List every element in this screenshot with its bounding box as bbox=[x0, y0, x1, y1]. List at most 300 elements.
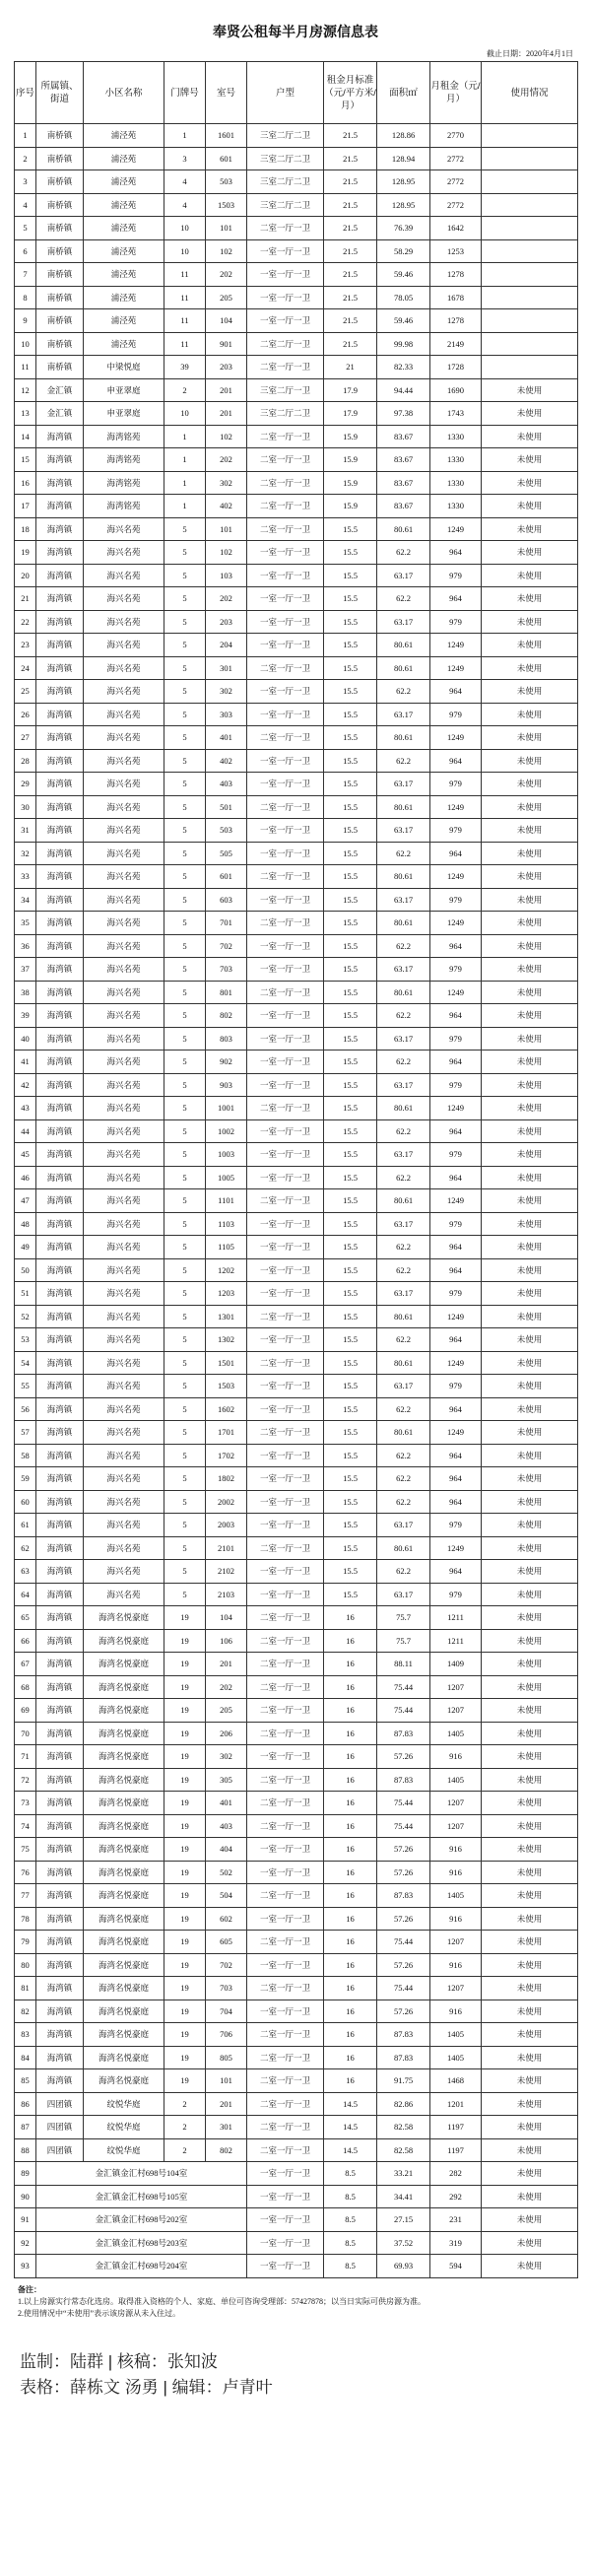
cell-monthly-rent: 916 bbox=[430, 1861, 482, 1884]
cell-area: 80.61 bbox=[377, 1305, 430, 1328]
cell-usage bbox=[482, 124, 578, 148]
cell-rent-standard: 15.5 bbox=[324, 541, 377, 565]
cell-town: 海湾镇 bbox=[36, 726, 84, 750]
cell-usage: 未使用 bbox=[482, 912, 578, 935]
cell-community: 海兴名苑 bbox=[84, 703, 164, 726]
cell-area: 75.7 bbox=[377, 1606, 430, 1630]
cell-building: 5 bbox=[164, 749, 206, 773]
cell-room: 201 bbox=[206, 1653, 247, 1676]
cell-building: 1 bbox=[164, 471, 206, 495]
cell-rent-standard: 17.9 bbox=[324, 402, 377, 426]
cell-rent-standard: 17.9 bbox=[324, 378, 377, 402]
cell-monthly-rent: 979 bbox=[430, 773, 482, 796]
cell-area: 80.61 bbox=[377, 1097, 430, 1120]
cell-community: 海兴名苑 bbox=[84, 981, 164, 1004]
cell-rent-standard: 16 bbox=[324, 1745, 377, 1769]
cell-layout: 二室二厅一卫 bbox=[247, 332, 324, 356]
cell-monthly-rent: 964 bbox=[430, 1328, 482, 1352]
cell-room: 102 bbox=[206, 239, 247, 263]
cell-layout: 一室一厅一卫 bbox=[247, 819, 324, 843]
deadline-date: 截止日期：2020年4月1日 bbox=[487, 49, 573, 58]
cell-rent-standard: 15.5 bbox=[324, 1305, 377, 1328]
cell-town: 海湾镇 bbox=[36, 1212, 84, 1236]
cell-building: 2 bbox=[164, 2116, 206, 2139]
cell-building: 19 bbox=[164, 1745, 206, 1769]
cell-rent-standard: 15.5 bbox=[324, 773, 377, 796]
cell-community: 中梁悦庭 bbox=[84, 356, 164, 379]
cell-usage: 未使用 bbox=[482, 1861, 578, 1884]
cell-community: 海湾名悦豪庭 bbox=[84, 1884, 164, 1908]
cell-town: 海湾镇 bbox=[36, 1931, 84, 1954]
cell-room: 1103 bbox=[206, 1212, 247, 1236]
cell-address: 金汇镇金汇村698号204室 bbox=[36, 2255, 247, 2278]
cell-town: 海湾镇 bbox=[36, 819, 84, 843]
cell-layout: 一室一厅一卫 bbox=[247, 1444, 324, 1467]
cell-usage bbox=[482, 217, 578, 240]
cell-index: 2 bbox=[15, 147, 36, 170]
cell-usage: 未使用 bbox=[482, 1166, 578, 1189]
cell-area: 87.83 bbox=[377, 1768, 430, 1792]
cell-usage: 未使用 bbox=[482, 1212, 578, 1236]
cell-community: 海兴名苑 bbox=[84, 1236, 164, 1259]
header-community: 小区名称 bbox=[84, 62, 164, 124]
header-usage: 使用情况 bbox=[482, 62, 578, 124]
cell-town: 海湾镇 bbox=[36, 1699, 84, 1723]
cell-usage: 未使用 bbox=[482, 819, 578, 843]
cell-area: 87.83 bbox=[377, 2046, 430, 2069]
cell-town: 海湾镇 bbox=[36, 1977, 84, 2000]
cell-monthly-rent: 964 bbox=[430, 1051, 482, 1074]
cell-index: 32 bbox=[15, 842, 36, 865]
cell-index: 67 bbox=[15, 1653, 36, 1676]
cell-building: 5 bbox=[164, 564, 206, 587]
cell-area: 62.2 bbox=[377, 1051, 430, 1074]
cell-usage: 未使用 bbox=[482, 1675, 578, 1699]
cell-rent-standard: 15.5 bbox=[324, 1351, 377, 1375]
cell-community: 海兴名苑 bbox=[84, 1027, 164, 1051]
table-row bbox=[15, 1583, 578, 1606]
cell-index: 7 bbox=[15, 263, 36, 287]
cell-index: 10 bbox=[15, 332, 36, 356]
cell-index: 79 bbox=[15, 1931, 36, 1954]
cell-building: 5 bbox=[164, 1282, 206, 1306]
cell-room: 104 bbox=[206, 309, 247, 333]
cell-room: 802 bbox=[206, 2138, 247, 2162]
cell-town: 海湾镇 bbox=[36, 888, 84, 912]
cell-building: 5 bbox=[164, 1514, 206, 1537]
notes-title: 备注： bbox=[18, 2284, 41, 2294]
cell-layout: 一室一厅一卫 bbox=[247, 564, 324, 587]
cell-room: 802 bbox=[206, 1004, 247, 1028]
cell-monthly-rent: 1211 bbox=[430, 1629, 482, 1653]
cell-usage: 未使用 bbox=[482, 656, 578, 680]
cell-index: 66 bbox=[15, 1629, 36, 1653]
table-row bbox=[15, 1838, 578, 1862]
cell-rent-standard: 15.5 bbox=[324, 1467, 377, 1491]
cell-community: 海兴名苑 bbox=[84, 1397, 164, 1421]
table-row bbox=[15, 402, 578, 426]
table-row bbox=[15, 1467, 578, 1491]
table-row bbox=[15, 1977, 578, 2000]
cell-community: 海兴名苑 bbox=[84, 1490, 164, 1514]
table-row bbox=[15, 1004, 578, 1028]
cell-area: 80.61 bbox=[377, 726, 430, 750]
cell-usage: 未使用 bbox=[482, 610, 578, 634]
table-row bbox=[15, 1236, 578, 1259]
cell-town: 南桥镇 bbox=[36, 263, 84, 287]
cell-rent-standard: 15.5 bbox=[324, 1444, 377, 1467]
cell-layout: 二室一厅一卫 bbox=[247, 495, 324, 518]
cell-community: 海兴名苑 bbox=[84, 1073, 164, 1097]
cell-layout: 一室一厅一卫 bbox=[247, 1560, 324, 1584]
cell-community: 海湾铭苑 bbox=[84, 448, 164, 472]
cell-community: 海湾名悦豪庭 bbox=[84, 1653, 164, 1676]
cell-index: 69 bbox=[15, 1699, 36, 1723]
cell-room: 301 bbox=[206, 2116, 247, 2139]
cell-rent-standard: 8.5 bbox=[324, 2231, 377, 2255]
cell-area: 62.2 bbox=[377, 1490, 430, 1514]
cell-index: 8 bbox=[15, 286, 36, 309]
cell-rent-standard: 14.5 bbox=[324, 2092, 377, 2116]
table-row bbox=[15, 2046, 578, 2069]
table-row bbox=[15, 2208, 578, 2232]
cell-monthly-rent: 964 bbox=[430, 1560, 482, 1584]
table-row bbox=[15, 2092, 578, 2116]
cell-index: 89 bbox=[15, 2162, 36, 2186]
credits bbox=[14, 2336, 577, 2401]
table-row bbox=[15, 610, 578, 634]
cell-layout: 一室一厅一卫 bbox=[247, 1236, 324, 1259]
cell-usage: 未使用 bbox=[482, 981, 578, 1004]
cell-usage: 未使用 bbox=[482, 2069, 578, 2093]
cell-room: 1002 bbox=[206, 1119, 247, 1143]
cell-area: 75.44 bbox=[377, 1931, 430, 1954]
table-row bbox=[15, 1907, 578, 1931]
cell-town: 海湾镇 bbox=[36, 1444, 84, 1467]
cell-area: 80.61 bbox=[377, 1536, 430, 1560]
cell-building: 2 bbox=[164, 2092, 206, 2116]
cell-area: 82.33 bbox=[377, 356, 430, 379]
cell-usage bbox=[482, 239, 578, 263]
cell-community: 海兴名苑 bbox=[84, 564, 164, 587]
cell-layout: 二室一厅一卫 bbox=[247, 2138, 324, 2162]
cell-building: 19 bbox=[164, 2000, 206, 2023]
cell-area: 62.2 bbox=[377, 587, 430, 611]
cell-room: 601 bbox=[206, 865, 247, 889]
cell-rent-standard: 16 bbox=[324, 1838, 377, 1862]
cell-building: 5 bbox=[164, 1375, 206, 1398]
cell-rent-standard: 15.5 bbox=[324, 1004, 377, 1028]
cell-building: 11 bbox=[164, 286, 206, 309]
cell-usage: 未使用 bbox=[482, 2231, 578, 2255]
cell-usage: 未使用 bbox=[482, 680, 578, 704]
cell-usage: 未使用 bbox=[482, 1258, 578, 1282]
cell-layout: 一室一厅一卫 bbox=[247, 1073, 324, 1097]
table-row bbox=[15, 1606, 578, 1630]
cell-town: 海湾镇 bbox=[36, 1490, 84, 1514]
table-row bbox=[15, 1792, 578, 1815]
cell-town: 四团镇 bbox=[36, 2138, 84, 2162]
cell-building: 19 bbox=[164, 1931, 206, 1954]
cell-community: 海兴名苑 bbox=[84, 1444, 164, 1467]
cell-building: 19 bbox=[164, 2023, 206, 2047]
cell-area: 57.26 bbox=[377, 1745, 430, 1769]
cell-usage: 未使用 bbox=[482, 1236, 578, 1259]
table-row bbox=[15, 1143, 578, 1167]
cell-monthly-rent: 1278 bbox=[430, 263, 482, 287]
cell-index: 65 bbox=[15, 1606, 36, 1630]
cell-monthly-rent: 1249 bbox=[430, 517, 482, 541]
cell-usage: 未使用 bbox=[482, 888, 578, 912]
cell-layout: 一室一厅一卫 bbox=[247, 2255, 324, 2278]
cell-town: 南桥镇 bbox=[36, 309, 84, 333]
cell-monthly-rent: 1249 bbox=[430, 726, 482, 750]
cell-town: 海湾镇 bbox=[36, 1745, 84, 1769]
table-row bbox=[15, 332, 578, 356]
cell-monthly-rent: 1207 bbox=[430, 1792, 482, 1815]
cell-area: 80.61 bbox=[377, 1351, 430, 1375]
cell-area: 76.39 bbox=[377, 217, 430, 240]
cell-room: 203 bbox=[206, 610, 247, 634]
cell-area: 62.2 bbox=[377, 1328, 430, 1352]
table-row bbox=[15, 1931, 578, 1954]
cell-monthly-rent: 1249 bbox=[430, 981, 482, 1004]
cell-layout: 一室一厅一卫 bbox=[247, 1907, 324, 1931]
cell-room: 503 bbox=[206, 819, 247, 843]
cell-usage bbox=[482, 193, 578, 217]
cell-area: 88.11 bbox=[377, 1653, 430, 1676]
cell-monthly-rent: 1405 bbox=[430, 2046, 482, 2069]
cell-community: 海兴名苑 bbox=[84, 795, 164, 819]
cell-rent-standard: 15.5 bbox=[324, 1143, 377, 1167]
cell-town: 海湾镇 bbox=[36, 1351, 84, 1375]
cell-area: 82.58 bbox=[377, 2138, 430, 2162]
cell-monthly-rent: 964 bbox=[430, 934, 482, 958]
cell-building: 5 bbox=[164, 1490, 206, 1514]
cell-building: 5 bbox=[164, 656, 206, 680]
table-row bbox=[15, 1745, 578, 1769]
cell-community: 海兴名苑 bbox=[84, 1583, 164, 1606]
cell-room: 505 bbox=[206, 842, 247, 865]
header-town: 所属镇、街道 bbox=[36, 62, 84, 124]
table-row bbox=[15, 217, 578, 240]
cell-rent-standard: 15.5 bbox=[324, 634, 377, 657]
cell-index: 24 bbox=[15, 656, 36, 680]
cell-town: 海湾镇 bbox=[36, 1375, 84, 1398]
cell-area: 91.75 bbox=[377, 2069, 430, 2093]
cell-building: 19 bbox=[164, 1861, 206, 1884]
cell-rent-standard: 15.9 bbox=[324, 425, 377, 448]
cell-layout: 二室一厅一卫 bbox=[247, 217, 324, 240]
cell-community: 海湾名悦豪庭 bbox=[84, 1606, 164, 1630]
cell-community: 海湾名悦豪庭 bbox=[84, 1699, 164, 1723]
cell-usage bbox=[482, 263, 578, 287]
cell-area: 62.2 bbox=[377, 934, 430, 958]
cell-town: 海湾镇 bbox=[36, 2023, 84, 2047]
cell-area: 63.17 bbox=[377, 703, 430, 726]
cell-usage: 未使用 bbox=[482, 1444, 578, 1467]
table-row bbox=[15, 309, 578, 333]
cell-building: 5 bbox=[164, 912, 206, 935]
credits-line-1: 监制：陆群 | 核稿：张知波 bbox=[20, 2351, 218, 2371]
cell-monthly-rent: 964 bbox=[430, 1444, 482, 1467]
cell-town: 海湾镇 bbox=[36, 680, 84, 704]
cell-area: 75.44 bbox=[377, 1977, 430, 2000]
cell-usage: 未使用 bbox=[482, 1027, 578, 1051]
cell-layout: 三室二厅二卫 bbox=[247, 170, 324, 194]
cell-community: 海湾名悦豪庭 bbox=[84, 1629, 164, 1653]
cell-index: 53 bbox=[15, 1328, 36, 1352]
cell-monthly-rent: 1197 bbox=[430, 2138, 482, 2162]
cell-town: 海湾镇 bbox=[36, 1328, 84, 1352]
cell-rent-standard: 15.5 bbox=[324, 842, 377, 865]
cell-building: 5 bbox=[164, 610, 206, 634]
cell-layout: 一室一厅一卫 bbox=[247, 2000, 324, 2023]
cell-building: 5 bbox=[164, 819, 206, 843]
cell-building: 5 bbox=[164, 981, 206, 1004]
cell-usage: 未使用 bbox=[482, 1560, 578, 1584]
cell-rent-standard: 15.5 bbox=[324, 1051, 377, 1074]
table-row bbox=[15, 1699, 578, 1723]
cell-area: 80.61 bbox=[377, 912, 430, 935]
cell-index: 13 bbox=[15, 402, 36, 426]
cell-index: 73 bbox=[15, 1792, 36, 1815]
table-row bbox=[15, 1560, 578, 1584]
cell-usage: 未使用 bbox=[482, 1536, 578, 1560]
cell-town: 海湾镇 bbox=[36, 1953, 84, 1977]
cell-layout: 二室一厅一卫 bbox=[247, 1675, 324, 1699]
table-row bbox=[15, 981, 578, 1004]
cell-usage: 未使用 bbox=[482, 1305, 578, 1328]
cell-usage: 未使用 bbox=[482, 1792, 578, 1815]
cell-monthly-rent: 1249 bbox=[430, 1189, 482, 1213]
cell-building: 1 bbox=[164, 495, 206, 518]
cell-index: 11 bbox=[15, 356, 36, 379]
cell-rent-standard: 15.5 bbox=[324, 1421, 377, 1445]
cell-index: 81 bbox=[15, 1977, 36, 2000]
cell-index: 58 bbox=[15, 1444, 36, 1467]
cell-room: 302 bbox=[206, 471, 247, 495]
cell-town: 海湾镇 bbox=[36, 541, 84, 565]
cell-area: 75.44 bbox=[377, 1792, 430, 1815]
cell-building: 5 bbox=[164, 703, 206, 726]
cell-town: 海湾镇 bbox=[36, 1792, 84, 1815]
cell-room: 2002 bbox=[206, 1490, 247, 1514]
cell-community: 海兴名苑 bbox=[84, 1258, 164, 1282]
cell-layout: 三室二厅二卫 bbox=[247, 124, 324, 148]
cell-layout: 二室一厅一卫 bbox=[247, 1884, 324, 1908]
table-row bbox=[15, 1653, 578, 1676]
cell-community: 浦泾苑 bbox=[84, 217, 164, 240]
cell-area: 82.58 bbox=[377, 2116, 430, 2139]
cell-rent-standard: 15.5 bbox=[324, 1397, 377, 1421]
cell-town: 海湾镇 bbox=[36, 1397, 84, 1421]
cell-rent-standard: 15.5 bbox=[324, 1236, 377, 1259]
cell-room: 201 bbox=[206, 378, 247, 402]
cell-community: 海兴名苑 bbox=[84, 517, 164, 541]
cell-monthly-rent: 1249 bbox=[430, 1305, 482, 1328]
cell-town: 海湾镇 bbox=[36, 495, 84, 518]
cell-rent-standard: 21.5 bbox=[324, 217, 377, 240]
table-row bbox=[15, 1397, 578, 1421]
cell-monthly-rent: 319 bbox=[430, 2231, 482, 2255]
cell-usage: 未使用 bbox=[482, 703, 578, 726]
cell-index: 30 bbox=[15, 795, 36, 819]
cell-town: 海湾镇 bbox=[36, 1514, 84, 1537]
cell-usage: 未使用 bbox=[482, 1653, 578, 1676]
table-row bbox=[15, 865, 578, 889]
cell-room: 403 bbox=[206, 1814, 247, 1838]
cell-usage: 未使用 bbox=[482, 1583, 578, 1606]
cell-town: 海湾镇 bbox=[36, 1629, 84, 1653]
cell-room: 2101 bbox=[206, 1536, 247, 1560]
cell-usage: 未使用 bbox=[482, 1097, 578, 1120]
cell-community: 纹悦华庭 bbox=[84, 2138, 164, 2162]
cell-building: 5 bbox=[164, 842, 206, 865]
cell-building: 19 bbox=[164, 1792, 206, 1815]
cell-building: 2 bbox=[164, 378, 206, 402]
cell-layout: 二室一厅一卫 bbox=[247, 517, 324, 541]
cell-community: 纹悦华庭 bbox=[84, 2116, 164, 2139]
cell-layout: 一室一厅一卫 bbox=[247, 842, 324, 865]
cell-building: 5 bbox=[164, 865, 206, 889]
cell-room: 402 bbox=[206, 749, 247, 773]
cell-area: 33.21 bbox=[377, 2162, 430, 2186]
cell-layout: 一室一厅一卫 bbox=[247, 1328, 324, 1352]
cell-index: 21 bbox=[15, 587, 36, 611]
cell-usage: 未使用 bbox=[482, 541, 578, 565]
table-row bbox=[15, 587, 578, 611]
cell-layout: 一室一厅一卫 bbox=[247, 1745, 324, 1769]
cell-building: 5 bbox=[164, 1351, 206, 1375]
cell-room: 903 bbox=[206, 1073, 247, 1097]
cell-room: 1101 bbox=[206, 1189, 247, 1213]
cell-usage: 未使用 bbox=[482, 1838, 578, 1862]
cell-layout: 一室一厅一卫 bbox=[247, 1051, 324, 1074]
cell-area: 63.17 bbox=[377, 888, 430, 912]
cell-index: 38 bbox=[15, 981, 36, 1004]
cell-town: 海湾镇 bbox=[36, 634, 84, 657]
cell-building: 5 bbox=[164, 1166, 206, 1189]
cell-usage: 未使用 bbox=[482, 1004, 578, 1028]
cell-rent-standard: 16 bbox=[324, 1606, 377, 1630]
table-row bbox=[15, 1189, 578, 1213]
cell-room: 101 bbox=[206, 217, 247, 240]
table-row bbox=[15, 1722, 578, 1745]
cell-room: 1602 bbox=[206, 1397, 247, 1421]
cell-town: 海湾镇 bbox=[36, 1143, 84, 1167]
cell-town: 海湾镇 bbox=[36, 2069, 84, 2093]
cell-community: 海兴名苑 bbox=[84, 1536, 164, 1560]
cell-area: 63.17 bbox=[377, 773, 430, 796]
cell-room: 2102 bbox=[206, 1560, 247, 1584]
cell-area: 83.67 bbox=[377, 448, 430, 472]
cell-room: 302 bbox=[206, 680, 247, 704]
cell-rent-standard: 16 bbox=[324, 1792, 377, 1815]
table-row bbox=[15, 1166, 578, 1189]
cell-monthly-rent: 979 bbox=[430, 1282, 482, 1306]
cell-monthly-rent: 916 bbox=[430, 1745, 482, 1769]
cell-usage: 未使用 bbox=[482, 749, 578, 773]
credits-line-2: 表格：薛栋文 汤勇 | 编辑：卢青叶 bbox=[20, 2377, 273, 2397]
cell-area: 57.26 bbox=[377, 1861, 430, 1884]
cell-layout: 一室一厅一卫 bbox=[247, 1583, 324, 1606]
cell-index: 76 bbox=[15, 1861, 36, 1884]
cell-layout: 一室一厅一卫 bbox=[247, 1467, 324, 1491]
cell-layout: 一室一厅一卫 bbox=[247, 1004, 324, 1028]
cell-area: 59.46 bbox=[377, 309, 430, 333]
cell-monthly-rent: 1278 bbox=[430, 309, 482, 333]
